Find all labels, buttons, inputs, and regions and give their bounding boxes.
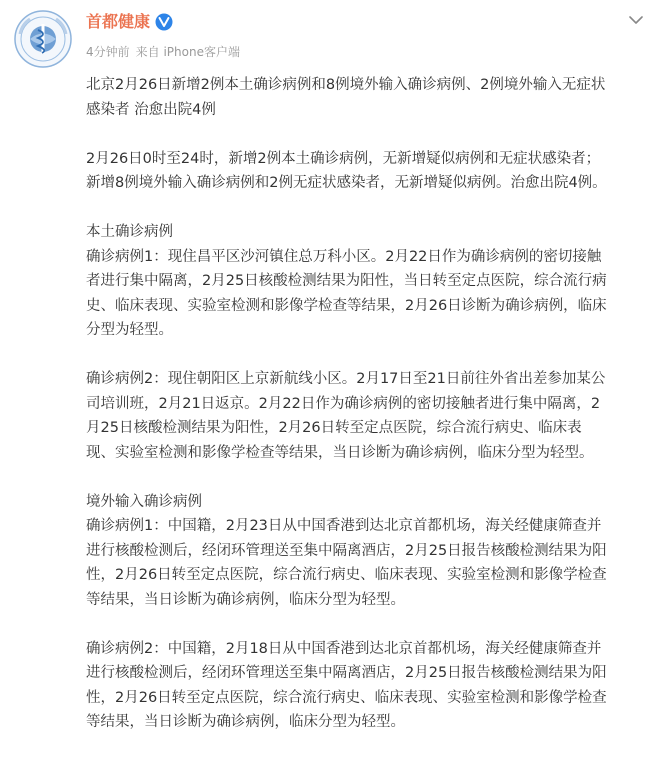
text-line: 确诊病例1：中国籍，2月23日从中国香港到达北京首都机场，海关经健康筛查并 bbox=[86, 518, 602, 534]
post-source[interactable]: 来自 iPhone客户端 bbox=[135, 45, 240, 59]
text-line: 北京2月26日新增2例本土确诊病例和8例境外输入确诊病例、2例境外输入无症状 bbox=[86, 77, 606, 93]
text-line: 感染者 治愈出院4例 bbox=[86, 101, 216, 118]
text-line: 现、实验室检测和影像学检查等结果，当日诊断为确诊病例，临床分型为轻型。 bbox=[86, 444, 594, 461]
text-line: 新增8例境外输入确诊病例和2例无症状感染者，无新增疑似病例。治愈出院4例。 bbox=[86, 175, 607, 191]
text-line: 确诊病例2：中国籍，2月18日从中国香港到达北京首都机场，海关经健康筛查并 bbox=[86, 640, 602, 657]
text-line: 进行核酸检测后，经闭环管理送至集中隔离酒店，2月25日报告核酸检测结果为阳 bbox=[86, 665, 607, 681]
imported-case-1-paragraph bbox=[86, 490, 646, 613]
text-line: 2月26日0时至24时，新增2例本土确诊病例，无新增疑似病例和无症状感染者； bbox=[86, 150, 601, 167]
text-line: 等结果，当日诊断为确诊病例，临床分型为轻型。 bbox=[86, 591, 405, 608]
section-heading: 本土确诊病例 bbox=[86, 224, 173, 240]
text-line: 性，2月26日转至定点医院，综合流行病史、临床表现、实验室检测和影像学检查 bbox=[86, 567, 607, 583]
summary-paragraph bbox=[86, 147, 646, 196]
text-line: 性，2月26日转至定点医院，综合流行病史、临床表现、实验室检测和影像学检查 bbox=[86, 689, 607, 706]
avatar[interactable] bbox=[14, 10, 72, 68]
avatar-logo-icon bbox=[14, 10, 72, 68]
text-line: 等结果，当日诊断为确诊病例，临床分型为轻型。 bbox=[86, 714, 405, 730]
account-name[interactable]: 首都健康 bbox=[86, 12, 151, 31]
local-case-2-paragraph bbox=[86, 367, 646, 465]
chevron-down-icon[interactable] bbox=[628, 14, 644, 26]
text-line: 者进行集中隔离，2月25日核酸检测结果为阳性，当日转至定点医院，综合流行病 bbox=[86, 273, 607, 289]
post-time[interactable]: 4分钟前 bbox=[86, 45, 130, 59]
text-line: 进行核酸检测后，经闭环管理送至集中隔离酒店，2月25日报告核酸检测结果为阳 bbox=[86, 542, 607, 559]
text-line: 司培训班，2月21日返京。2月22日作为确诊病例的密切接触者进行集中隔离，2 bbox=[86, 395, 601, 412]
post-meta bbox=[86, 44, 240, 60]
headline-paragraph bbox=[86, 73, 646, 122]
post-body bbox=[86, 73, 646, 759]
text-line: 分型为轻型。 bbox=[86, 322, 173, 338]
local-case-1-paragraph bbox=[86, 220, 646, 343]
text-line: 史、临床表现、实验室检测和影像学检查等结果，2月26日诊断为确诊病例，临床 bbox=[86, 297, 607, 314]
imported-case-2-paragraph bbox=[86, 637, 646, 735]
text-line: 确诊病例2：现住朝阳区上京新航线小区。2月17日至21日前往外省出差参加某公 bbox=[86, 371, 606, 387]
section-heading: 境外输入确诊病例 bbox=[86, 493, 202, 510]
text-line: 月25日核酸检测结果为阳性，2月26日转至定点医院，综合流行病史、临床表 bbox=[86, 420, 582, 436]
text-line: 确诊病例1：现住昌平区沙河镇住总万科小区。2月22日作为确诊病例的密切接触 bbox=[86, 248, 602, 265]
verified-badge-icon bbox=[155, 13, 173, 31]
